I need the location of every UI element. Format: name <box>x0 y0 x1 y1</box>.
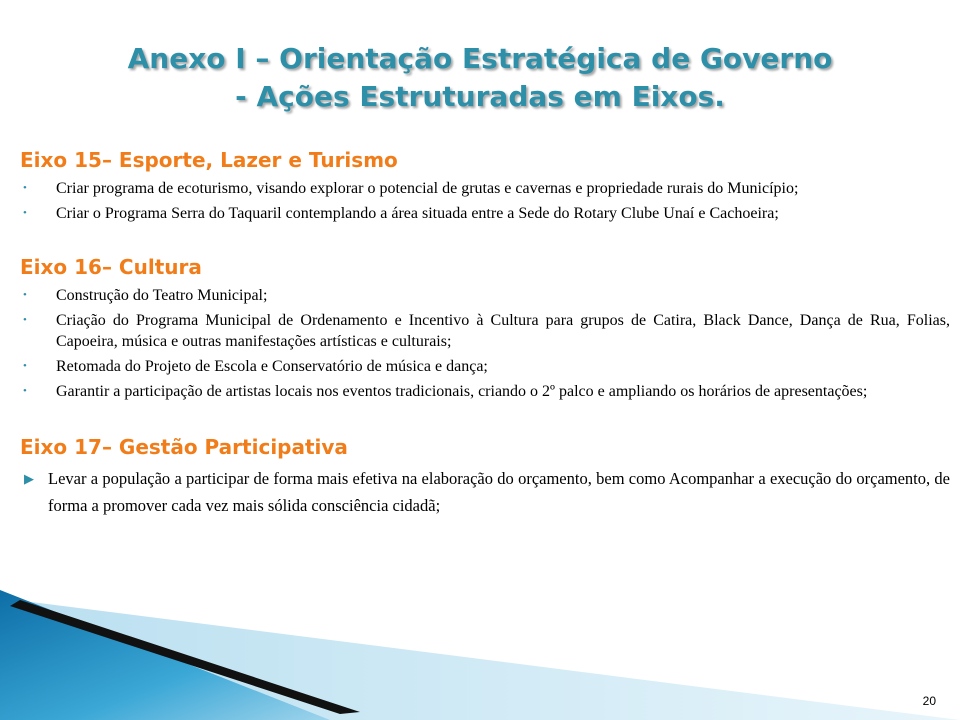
list-item <box>20 203 950 224</box>
list-item <box>20 310 950 352</box>
section-heading-eixo-16: Eixo 16– Cultura <box>20 255 202 279</box>
arrow-list-eixo-17 <box>20 465 950 519</box>
list-item <box>20 356 950 377</box>
bullet-icon: • <box>23 207 27 219</box>
bullet-list-eixo-16 <box>20 285 950 402</box>
list-item-text: Retomada do Projeto de Escola e Conservatório de música e dança; <box>56 358 488 375</box>
arrow-bullet-icon: ▶ <box>24 471 34 486</box>
slide-title <box>0 40 960 116</box>
list-item <box>20 285 950 306</box>
bullet-list-eixo-15 <box>20 178 950 224</box>
list-item-text: Garantir a participação de artistas locais nos eventos tradicionais, criando o 2º palco e ampliando os horários de apresentações; <box>56 383 868 400</box>
list-item <box>20 381 950 402</box>
bullet-icon: • <box>23 385 27 397</box>
list-item <box>20 465 950 519</box>
list-item-text: Criar o Programa Serra do Taquaril contemplando a área situada entre a Sede do Rotary Clube Unaí e Cachoeira; <box>56 205 779 222</box>
bullet-icon: • <box>23 182 27 194</box>
title-line-1: Anexo I – Orientação Estratégica de Governo <box>127 42 833 75</box>
list-item-text: Criação do Programa Municipal de Ordenamento e Incentivo à Cultura para grupos de Catira, Black Dance, Dança de Rua, Folias, Capoeira, música e outras manifestações artísticas e culturais; <box>56 312 950 350</box>
list-item-text: Construção do Teatro Municipal; <box>56 287 268 304</box>
section-heading-eixo-17: Eixo 17– Gestão Participativa <box>20 435 348 459</box>
slide-content <box>20 146 950 519</box>
list-item <box>20 178 950 199</box>
title-line-2: - Ações Estruturadas em Eixos. <box>235 80 725 113</box>
section-heading-eixo-15: Eixo 15– Esporte, Lazer e Turismo <box>20 148 398 172</box>
list-item-text: Criar programa de ecoturismo, visando explorar o potencial de grutas e cavernas e propriedade rurais do Município; <box>56 180 799 197</box>
bullet-icon: • <box>23 289 27 301</box>
list-item-text: Levar a população a participar de forma mais efetiva na elaboração do orçamento, bem como Acompanhar a execução do orçamento, de forma a promover cada vez mais sólida consciência cidadã; <box>48 469 950 515</box>
bullet-icon: • <box>23 314 27 326</box>
bullet-icon: • <box>23 360 27 372</box>
page-number: 20 <box>922 694 936 708</box>
